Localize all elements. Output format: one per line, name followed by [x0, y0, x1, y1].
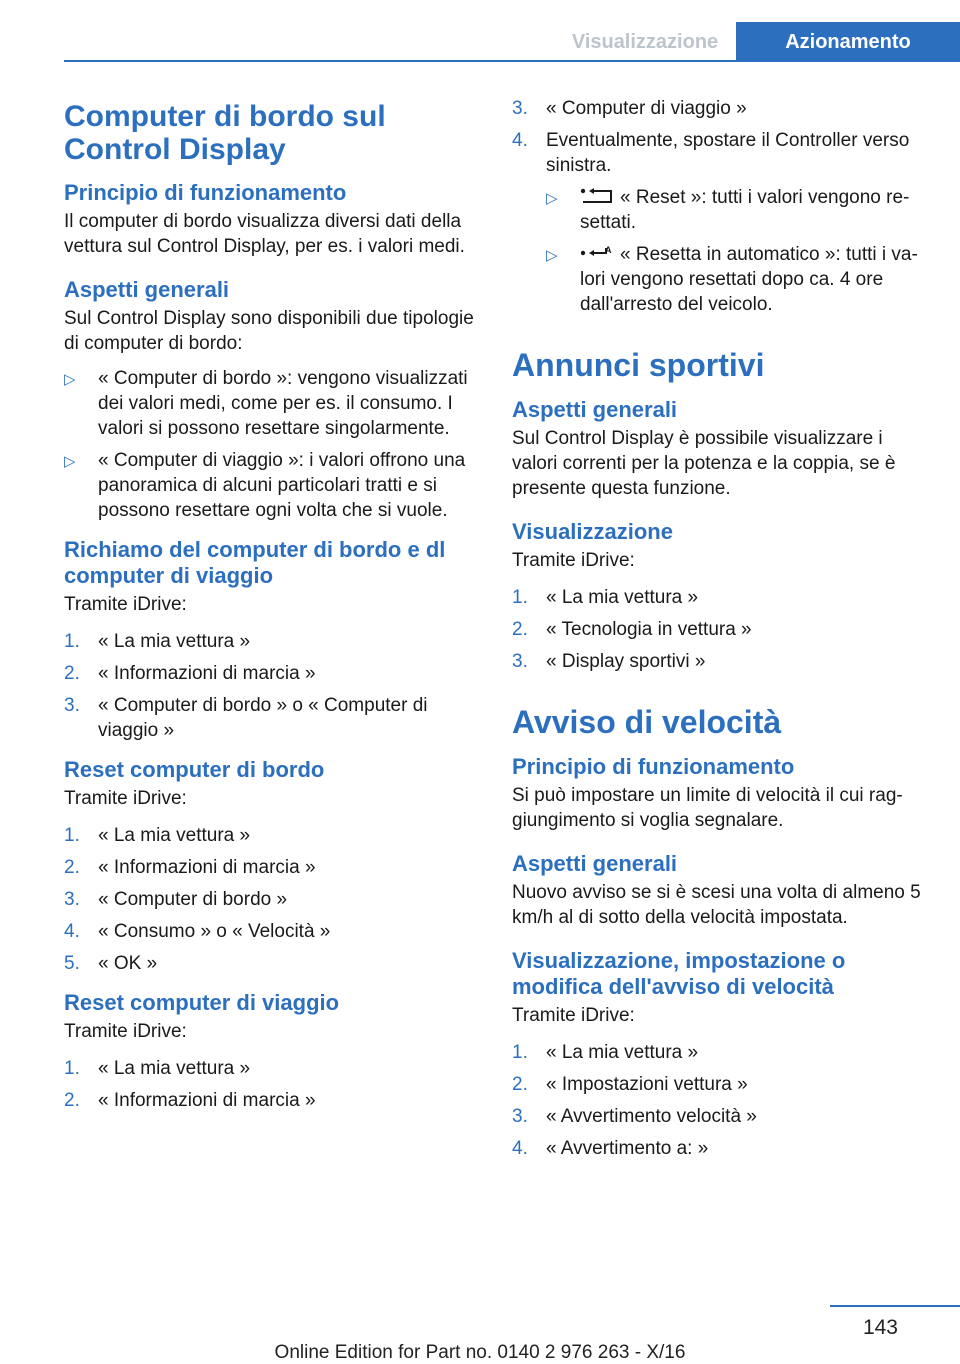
- list-item: 2. « Informazioni di marcia »: [64, 1090, 316, 1111]
- subheading: Principio di funzionamento: [512, 754, 795, 779]
- subheading: Aspetti generali: [64, 277, 230, 302]
- paragraph: Sul Control Display sono disponibili due tipologie di computer di bordo:: [64, 308, 474, 354]
- svg-text:A: A: [605, 245, 612, 255]
- list-item: 3. « Display sportivi »: [512, 651, 706, 672]
- section-reset-trip: [64, 990, 480, 1113]
- subheading: Richiamo del computer di bordo e dl computer di viaggio: [64, 537, 446, 588]
- subheading: Aspetti generali: [512, 397, 678, 422]
- section-sport-display: [512, 519, 930, 674]
- paragraph: Tramite iDrive:: [64, 788, 187, 809]
- step-list: [64, 1056, 480, 1113]
- auto-reset-icon: [580, 244, 614, 262]
- list-item: 4. Eventualmente, spostare il Controller verso sinistra.: [512, 130, 910, 176]
- bullet-list: [64, 366, 480, 523]
- section-title: Avviso di velocità: [512, 704, 782, 740]
- paragraph: Si può impostare un limite di velocità il cui raggiungimento si voglia segnalare.: [512, 785, 903, 831]
- list-item: 3. « Computer di bordo »: [64, 889, 288, 910]
- paragraph: Sul Control Display è possibile visualizzare i valori correnti per la potenza e la coppia, se è presente questa funzione.: [512, 428, 896, 499]
- section-reset-board: [64, 757, 480, 976]
- list-item: ▷ « Reset »: tutti i valori vengono resettati.: [546, 187, 910, 233]
- section-sport-general: [512, 397, 930, 501]
- subheading: Visualizzazione: [512, 519, 673, 544]
- section-title: Annunci sportivi: [512, 347, 765, 383]
- list-item: 5. « OK »: [64, 953, 158, 974]
- page-footer: [0, 1300, 960, 1362]
- section-principle: [64, 180, 480, 259]
- step-list: [64, 823, 480, 976]
- paragraph: Tramite iDrive:: [64, 594, 187, 615]
- triangle-bullet-icon: ▷: [64, 453, 76, 470]
- paragraph: Tramite iDrive:: [512, 550, 635, 571]
- subheading: Aspetti generali: [512, 851, 678, 876]
- list-item: 3. « Avvertimento velocità »: [512, 1106, 757, 1127]
- list-item: 3. « Computer di bordo » o « Computer di viaggio »: [64, 695, 428, 741]
- list-item: 1. « La mia vettura »: [512, 1042, 699, 1063]
- page-number: 143: [862, 1316, 898, 1339]
- list-item: 1. « La mia vettura »: [64, 825, 251, 846]
- paragraph: Tramite iDrive:: [512, 1005, 635, 1026]
- step-list-continued: [512, 96, 930, 178]
- sub-bullet-list: [546, 185, 930, 317]
- section-call: [64, 537, 480, 743]
- edition-line: Online Edition for Part no. 0140 2 976 263 - X/16: [274, 1342, 686, 1363]
- list-item: 4. « Avvertimento a: »: [512, 1138, 709, 1159]
- right-column: [512, 96, 930, 1175]
- step-list: [512, 1040, 930, 1161]
- step-list: [64, 629, 480, 743]
- triangle-bullet-icon: ▷: [546, 247, 558, 264]
- header-tab-azionamento: Azionamento: [736, 22, 960, 62]
- triangle-bullet-icon: ▷: [546, 190, 558, 207]
- subheading: Principio di funzionamento: [64, 180, 347, 205]
- section-speed-principle: [512, 754, 930, 833]
- list-item: ▷ « Computer di bordo »: vengono visualizzati dei valori medi, come per es. il consumo. I valori si possono resettare singolarmente.: [64, 368, 468, 439]
- list-item: ▷ « Computer di viaggio »: i valori offrono una panoramica di alcuni particolari tratti e si possono resettare ogni volta che si vuole.: [64, 450, 466, 521]
- header-tab-visualizzazione: Visualizzazione: [571, 30, 719, 53]
- section-speed-set: [512, 948, 930, 1161]
- list-item: 1. « La mia vettura »: [512, 587, 699, 608]
- list-item: ▷ A « Resetta in automatico »: tutti i valori vengono resettati dopo ca. 4 ore dall'arresto del veicolo.: [546, 244, 918, 315]
- paragraph: Il computer di bordo visualizza diversi dati della vettura sul Control Display, per es. i valori medi.: [64, 211, 465, 257]
- list-item: 1. « La mia vettura »: [64, 1058, 251, 1079]
- subheading: Visualizzazione, impostazione o modifica dell'avviso di velocità: [512, 948, 846, 999]
- triangle-bullet-icon: ▷: [64, 371, 76, 388]
- paragraph: Nuovo avviso se si è scesi una volta di almeno 5 km/h al di sotto della velocità impostata.: [512, 882, 921, 928]
- footer-rule: [830, 1305, 960, 1307]
- list-item: 2. « Informazioni di marcia »: [64, 857, 316, 878]
- section-speed-general: [512, 851, 930, 930]
- header-rule: [64, 60, 960, 62]
- subheading: Reset computer di bordo: [64, 757, 325, 782]
- list-item: 2. « Impostazioni vettura »: [512, 1074, 748, 1095]
- list-item: 1. « La mia vettura »: [64, 631, 251, 652]
- section-general: [64, 277, 480, 523]
- list-item: 2. « Tecnologia in vettura »: [512, 619, 752, 640]
- section-title: Computer di bordo sul Control Display: [64, 100, 386, 166]
- list-item: 3. « Computer di viaggio »: [512, 98, 747, 119]
- subheading: Reset computer di viaggio: [64, 990, 340, 1015]
- page-header: [0, 0, 960, 62]
- reset-arrow-icon: [580, 187, 614, 205]
- paragraph: Tramite iDrive:: [64, 1021, 187, 1042]
- list-item: 4. « Consumo » o « Velocità »: [64, 921, 331, 942]
- list-item: 2. « Informazioni di marcia »: [64, 663, 316, 684]
- step-list: [512, 585, 930, 674]
- left-column: [64, 100, 480, 1127]
